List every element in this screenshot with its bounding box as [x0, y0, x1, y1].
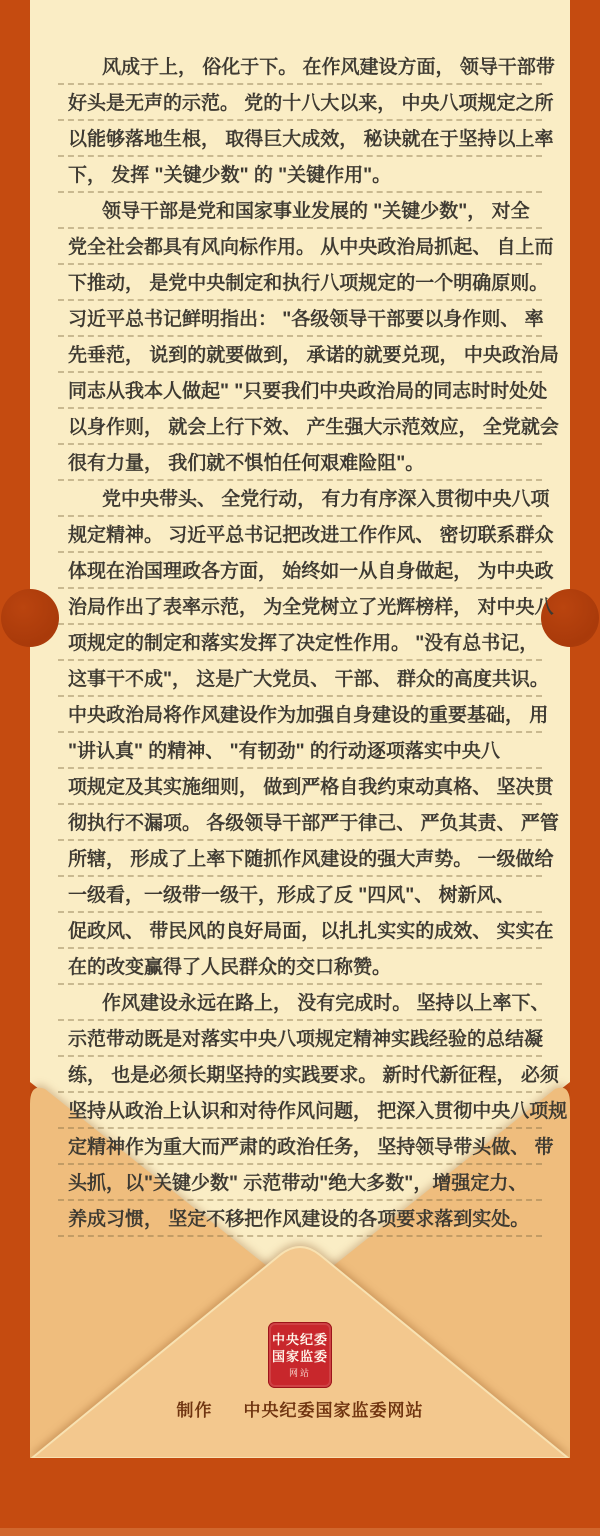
letter-line-p1-l3: 以能够落地生根， 取得巨大成效， 秘诀就在于坚持以上率 — [60, 126, 540, 162]
ccdi-seal-logo — [268, 1322, 332, 1388]
left-notch-circle — [1, 589, 59, 647]
letter-line-p4-l2: 示范带动既是对落实中央八项规定精神实践经验的总结凝 — [60, 1026, 540, 1062]
letter-line-p2-l3: 下推动， 是党中央制定和执行八项规定的一个明确原则。 — [60, 270, 540, 306]
letter-line-p3-l6: 这事干不成"， 这是广大党员、 干部、 群众的高度共识。 — [60, 666, 540, 702]
letter-line-p4-l5: 定精神作为重大而严肃的政治任务， 坚持领导带头做、 带 — [60, 1134, 540, 1170]
seal-line-1: 中央纪委 — [271, 1332, 328, 1347]
seal-line-3: 网站 — [288, 1368, 311, 1378]
bottom-highlight-strip — [0, 1528, 600, 1536]
letter-line-p3-l13: 促政风、 带民风的良好局面，以扎扎实实的成效、 实实在 — [60, 918, 540, 954]
letter-line-p4-l1: 作风建设永远在路上， 没有完成时。 坚持以上率下、 — [60, 990, 540, 1026]
letter-line-p3-l8: "讲认真" 的精神、 "有韧劲" 的行动逐项落实中央八 — [60, 738, 540, 774]
letter-line-p3-l1: 党中央带头、 全党行动， 有力有序深入贯彻中央八项 — [60, 486, 540, 522]
letter-line-p2-l6: 同志从我本人做起" "只要我们中央政治局的同志时时处处 — [60, 378, 540, 414]
letter-line-p1-l1: 风成于上， 俗化于下。 在作风建设方面， 领导干部带 — [60, 54, 540, 90]
letter-line-p2-l1: 领导干部是党和国家事业发展的 "关键少数"， 对全 — [60, 198, 540, 234]
letter-line-p4-l7: 养成习惯， 坚定不移把作风建设的各项要求落到实处。 — [60, 1206, 540, 1242]
seal-line-2: 国家监委 — [271, 1349, 328, 1364]
letter-line-p3-l7: 中央政治局将作风建设作为加强自身建设的重要基础， 用 — [60, 702, 540, 738]
letter-line-p3-l5: 项规定的制定和落实发挥了决定性作用。 "没有总书记， — [60, 630, 540, 666]
credit-name: 中央纪委国家监委网站 — [243, 1401, 424, 1420]
letter-line-p3-l12: 一级看，一级带一级干，形成了反 "四风"、 树新风、 — [60, 882, 540, 918]
letter-line-p2-l4: 习近平总书记鲜明指出： "各级领导干部要以身作则、 率 — [60, 306, 540, 342]
letter-line-p3-l10: 彻执行不漏项。 各级领导干部严于律己、 严负其责、 严管 — [60, 810, 540, 846]
letter-line-p4-l6: 头抓，以"关键少数" 示范带动"绝大多数"，增强定力、 — [60, 1170, 540, 1206]
letter-line-p2-l7: 以身作则， 就会上行下效、 产生强大示范效应， 全党就会 — [60, 414, 540, 450]
letter-text-block — [60, 54, 568, 1242]
letter-line-p4-l3: 练， 也是必须长期坚持的实践要求。 新时代新征程， 必须 — [60, 1062, 540, 1098]
letter-line-p3-l3: 体现在治国理政各方面， 始终如一从自身做起， 为中央政 — [60, 558, 540, 594]
letter-line-p1-l4: 下， 发挥 "关键少数" 的 "关键作用"。 — [60, 162, 540, 198]
letter-line-p1-l2: 好头是无声的示范。 党的十八大以来， 中央八项规定之所 — [60, 90, 540, 126]
letter-line-p2-l8: 很有力量， 我们就不惧怕任何艰难险阻"。 — [60, 450, 540, 486]
letter-line-p2-l2: 党全社会都具有风向标作用。 从中央政治局抓起、 自上而 — [60, 234, 540, 270]
letter-line-p3-l11: 所辖， 形成了上率下随抓作风建设的强大声势。 一级做给 — [60, 846, 540, 882]
letter-line-p3-l14: 在的改变赢得了人民群众的交口称赞。 — [60, 954, 540, 990]
letter-line-p3-l9: 项规定及其实施细则， 做到严格自我约束动真格、 坚决贯 — [60, 774, 540, 810]
credit-line — [30, 1396, 570, 1421]
letter-line-p2-l5: 先垂范， 说到的就要做到， 承诺的就要兑现， 中央政治局 — [60, 342, 540, 378]
letter-line-p4-l4: 坚持从政治上认识和对待作风问题， 把深入贯彻中央八项规 — [60, 1098, 540, 1134]
letter-line-p3-l4: 治局作出了表率示范， 为全党树立了光辉榜样， 对中央八 — [60, 594, 540, 630]
letter-line-p3-l2: 规定精神。 习近平总书记把改进工作作风、 密切联系群众 — [60, 522, 540, 558]
credit-label: 制作 — [176, 1401, 213, 1420]
